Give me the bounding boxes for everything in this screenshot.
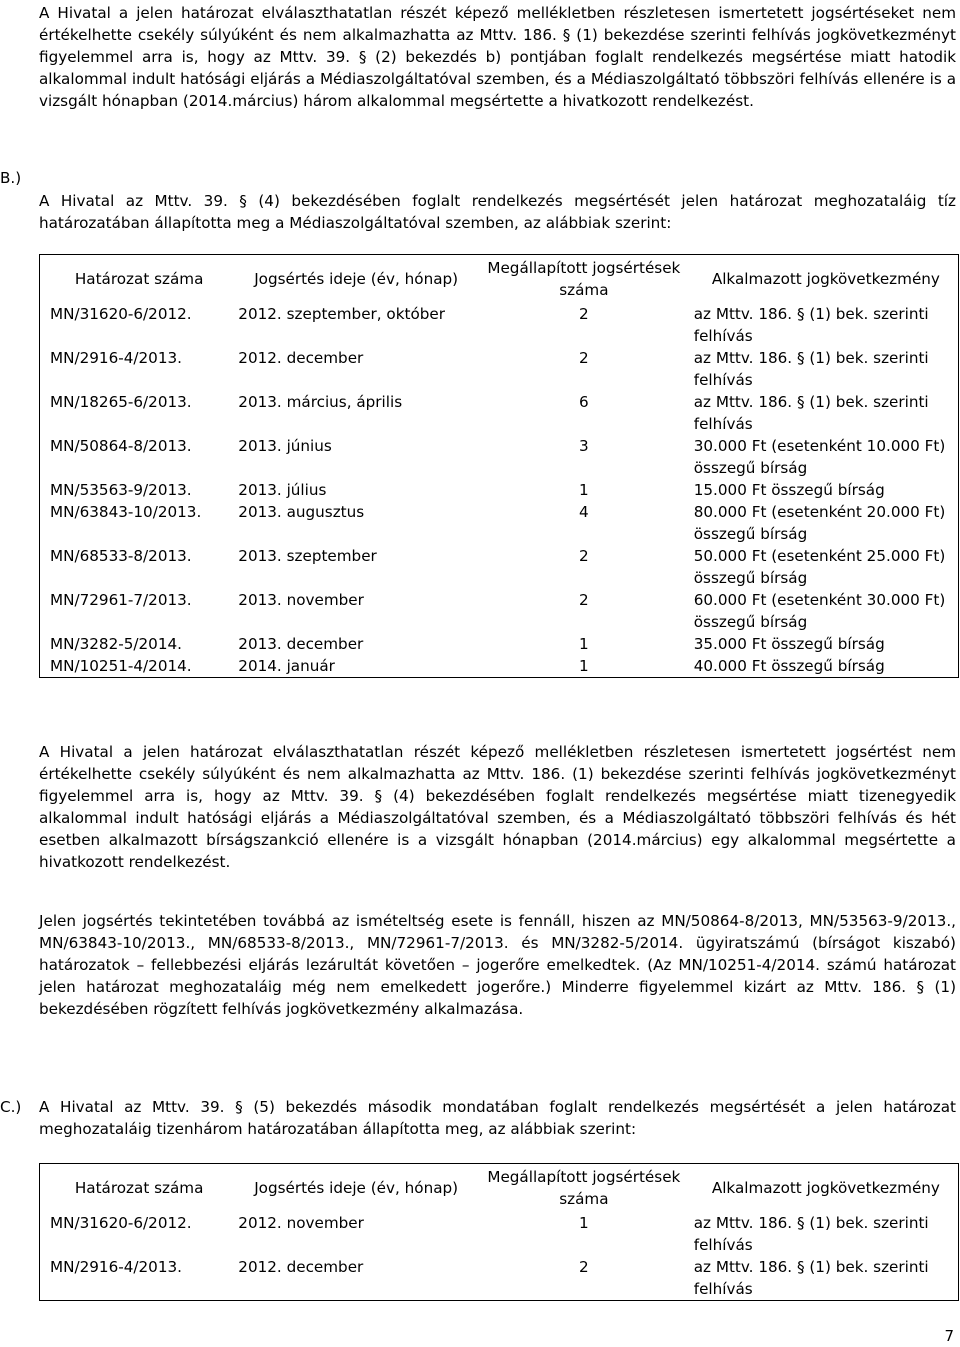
section-c-label: C.): [0, 1098, 22, 1116]
table-row: [40, 545, 959, 589]
header-decision-number: Határozat száma: [74, 1178, 204, 1197]
violation-count-cell: 1: [579, 634, 589, 653]
violation-time-cell: 2013. november: [238, 590, 364, 609]
header-violation-time: Jogsértés ideje (év, hónap): [254, 1178, 459, 1197]
violation-count-cell: 1: [579, 656, 589, 675]
violation-time-cell: 2012. december: [238, 1257, 364, 1276]
header-violation-count: Megállapított jogsértések száma: [487, 1167, 681, 1208]
consequence-cell: az Mttv. 186. § (1) bek. szerinti felhívás: [693, 392, 929, 433]
violation-count-cell: 2: [579, 546, 589, 565]
header-violation-time: Jogsértés ideje (év, hónap): [254, 269, 459, 288]
violation-count-cell: 2: [579, 304, 589, 323]
decision-number-cell: MN/10251-4/2014.: [50, 656, 192, 675]
consequence-cell: 40.000 Ft összegű bírság: [693, 656, 885, 675]
page-number: 7: [944, 1327, 954, 1345]
violation-time-cell: 2012. szeptember, október: [238, 304, 445, 323]
violation-count-cell: 2: [579, 348, 589, 367]
consequence-cell: 60.000 Ft (esetenként 30.000 Ft) összegű bírság: [693, 590, 946, 631]
consequence-cell: az Mttv. 186. § (1) bek. szerinti felhívás: [693, 1213, 929, 1254]
decision-number-cell: MN/3282-5/2014.: [50, 634, 182, 653]
consequence-cell: az Mttv. 186. § (1) bek. szerinti felhívás: [693, 1257, 929, 1298]
violation-count-cell: 6: [579, 392, 589, 411]
decision-number-cell: MN/31620-6/2012.: [50, 1213, 192, 1232]
consequence-cell: az Mttv. 186. § (1) bek. szerinti felhívás: [693, 304, 929, 345]
table-row: [40, 655, 959, 678]
violation-count-cell: 2: [579, 590, 589, 609]
decision-number-cell: MN/2916-4/2013.: [50, 348, 182, 367]
violation-time-cell: 2013. december: [238, 634, 364, 653]
consequence-cell: 15.000 Ft összegű bírság: [693, 480, 885, 499]
consequence-cell: 35.000 Ft összegű bírság: [693, 634, 885, 653]
table-row: [40, 303, 959, 347]
paragraph-repeat-violation: Jelen jogsértés tekintetében továbbá az ismételtség esete is fennáll, hiszen az MN/50864-8/2013, MN/53563-9/2013., MN/63843-10/2013., MN/68533-8/2013., MN/72961-7/2013. és MN/3282-5/2014. ügyiratszámú (bírságot kiszabó) határozatok – fellebbezési eljárás lezárultát követően – jogerőre emelkedtek. (Az MN/10251-4/2014. számú határozat jelen határozat meghozataláig még nem emelkedett jogerőre.) Minderre figyelemmel kizárt az Mttv. 186. § (1) bekezdésében rögzített felhívás jogkövetkezmény alkalmazása.: [39, 912, 956, 1018]
violation-time-cell: 2013. július: [238, 480, 327, 499]
violation-count-cell: 2: [579, 1257, 589, 1276]
violation-time-cell: 2013. szeptember: [238, 546, 377, 565]
header-violation-count: Megállapított jogsértések száma: [487, 258, 681, 299]
table-row: [40, 1256, 959, 1301]
violation-count-cell: 4: [579, 502, 589, 521]
violation-time-cell: 2013. június: [238, 436, 332, 455]
table-row: [40, 479, 959, 501]
header-consequence: Alkalmazott jogkövetkezmény: [711, 269, 940, 288]
table-row: [40, 1212, 959, 1256]
decision-number-cell: MN/2916-4/2013.: [50, 1257, 182, 1276]
decision-number-cell: MN/72961-7/2013.: [50, 590, 192, 609]
consequence-cell: 50.000 Ft (esetenként 25.000 Ft) összegű bírság: [693, 546, 946, 587]
consequence-cell: 30.000 Ft (esetenként 10.000 Ft) összegű bírság: [693, 436, 946, 477]
consequence-cell: az Mttv. 186. § (1) bek. szerinti felhívás: [693, 348, 929, 389]
table-c: [39, 1163, 959, 1301]
decision-number-cell: MN/53563-9/2013.: [50, 480, 192, 499]
header-consequence: Alkalmazott jogkövetkezmény: [711, 1178, 940, 1197]
violation-time-cell: 2014. január: [238, 656, 335, 675]
decision-number-cell: MN/50864-8/2013.: [50, 436, 192, 455]
table-row: [40, 435, 959, 479]
section-b-text: A Hivatal az Mttv. 39. § (4) bekezdésében foglalt rendelkezés megsértését jelen határozat meghozataláig tíz határozatában állapította meg a Médiaszolgáltatóval szemben, az alábbiak szerint:: [39, 192, 956, 232]
violation-count-cell: 3: [579, 436, 589, 455]
table-row: [40, 501, 959, 545]
decision-number-cell: MN/63843-10/2013.: [50, 502, 202, 521]
consequence-cell: 80.000 Ft (esetenként 20.000 Ft) összegű bírság: [693, 502, 946, 543]
section-b-label: B.): [0, 169, 22, 187]
violation-count-cell: 1: [579, 1213, 589, 1232]
table-row: [40, 633, 959, 655]
violation-time-cell: 2013. március, április: [238, 392, 403, 411]
header-decision-number: Határozat száma: [74, 269, 204, 288]
table-row: [40, 589, 959, 633]
decision-number-cell: MN/31620-6/2012.: [50, 304, 192, 323]
violation-time-cell: 2013. augusztus: [238, 502, 365, 521]
table-row: [40, 391, 959, 435]
decision-number-cell: MN/18265-6/2013.: [50, 392, 192, 411]
decision-number-cell: MN/68533-8/2013.: [50, 546, 192, 565]
intro-paragraph: A Hivatal a jelen határozat elválaszthatatlan részét képező mellékletben részletesen ismertetett jogsértéseket nem értékelhette csekély súlyúként és nem alkalmazhatta az Mttv. 186. § (1) bekezdése szerinti felhívás jogkövetkezményt figyelemmel arra is, hogy az Mttv. 39. § (2) bekezdés b) pontjában foglalt rendelkezés megsértése miatt hatodik alkalommal indult hatósági eljárás a Médiaszolgáltatóval szemben, és a Médiaszolgáltató többszöri felhívás ellenére is a vizsgált hónapban (2014.március) három alkalommal megsértette a hivatkozott rendelkezést.: [39, 4, 956, 110]
violation-time-cell: 2012. november: [238, 1213, 364, 1232]
table-b: [39, 254, 959, 678]
section-c-text: A Hivatal az Mttv. 39. § (5) bekezdés második mondatában foglalt rendelkezés megsértését a jelen határozat meghozataláig tizenhárom határozatában állapította meg, az alábbiak szerint:: [39, 1098, 956, 1138]
violation-count-cell: 1: [579, 480, 589, 499]
table-row: [40, 347, 959, 391]
paragraph-after-b: A Hivatal a jelen határozat elválaszthatatlan részét képező mellékletben részletesen ismertetett jogsértést nem értékelhette csekély súlyúként és nem alkalmazhatta az Mttv. 186. (1) bekezdése szerinti felhívás jogkövetkezményt figyelemmel arra is, hogy az Mttv. 39. § (4) bekezdésében foglalt rendelkezés megsértése miatt tizenegyedik alkalommal indult hatósági eljárás a Médiaszolgáltatóval szemben, és a Médiaszolgáltató többszöri felhívás és hét esetben alkalmazott bírságszankció ellenére is a vizsgált hónapban (2014.március) egy alkalommal megsértette a hivatkozott rendelkezést.: [39, 743, 956, 871]
violation-time-cell: 2012. december: [238, 348, 364, 367]
